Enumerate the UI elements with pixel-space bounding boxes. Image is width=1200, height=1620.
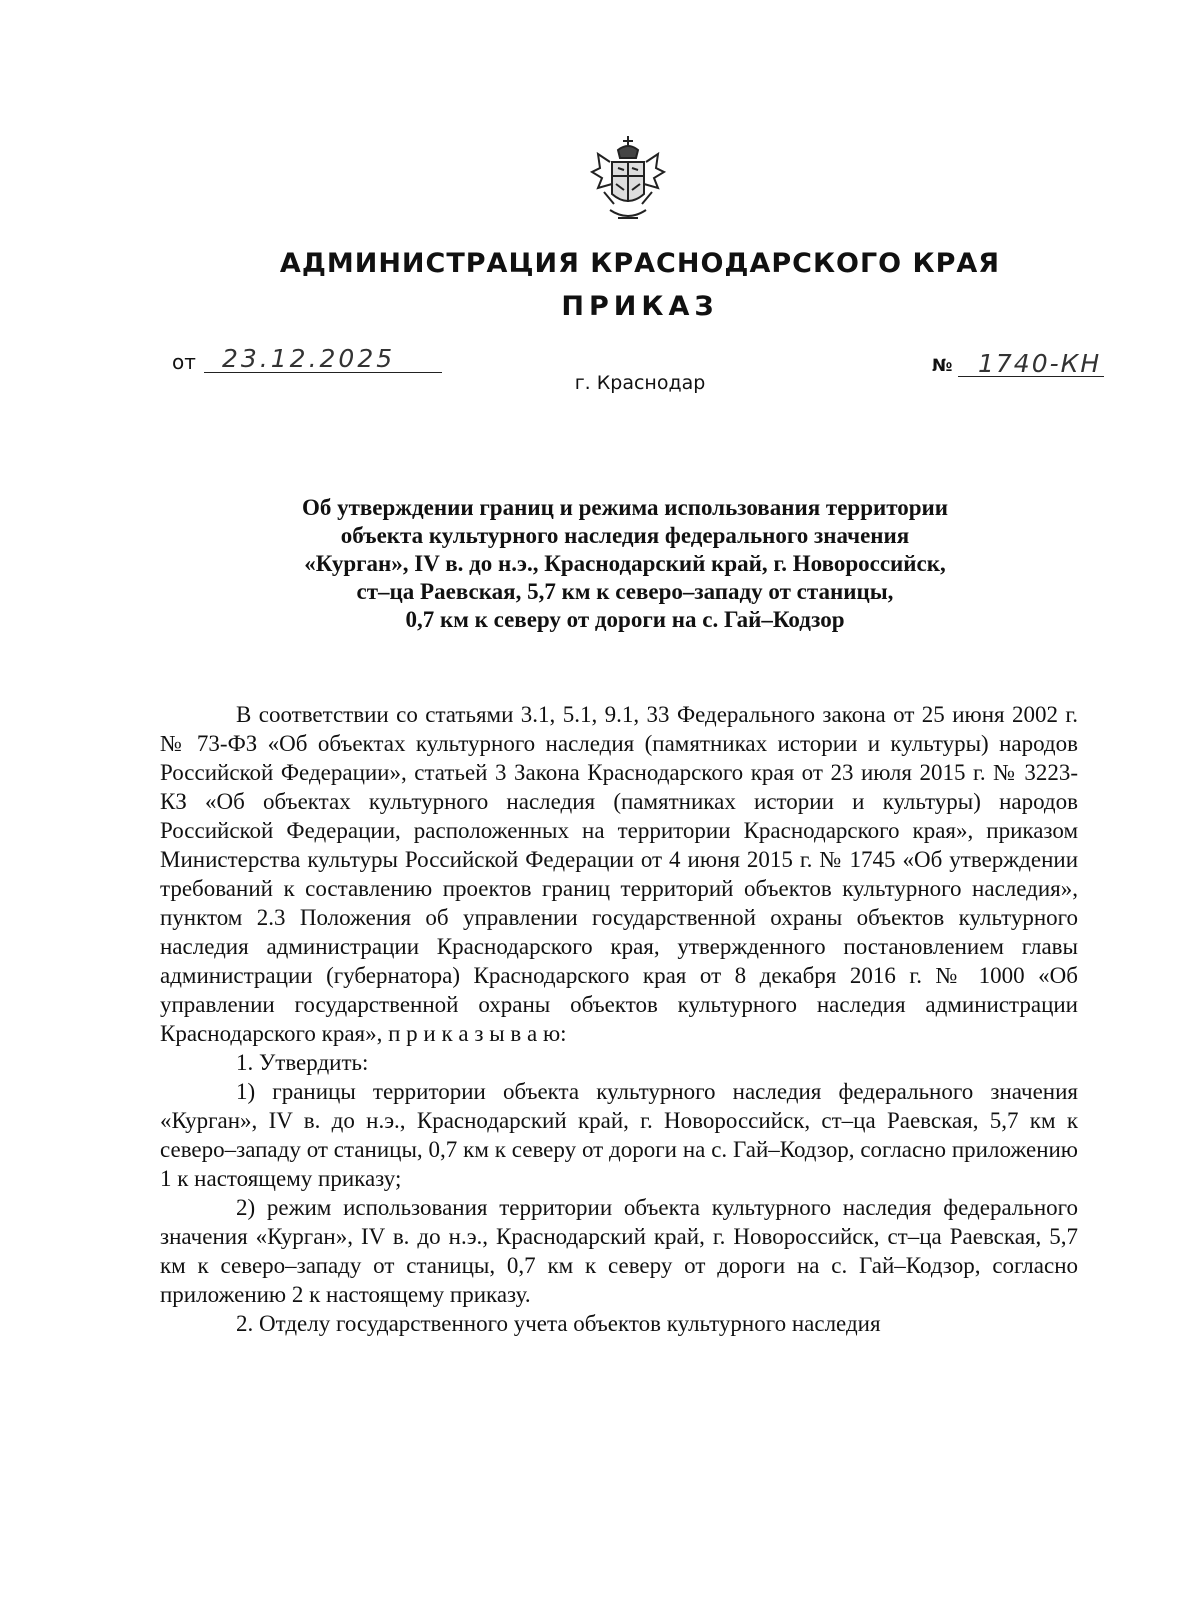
document-type: ПРИКАЗ (561, 291, 719, 322)
number-prefix: № (932, 356, 953, 376)
handwritten-date: 23.12.2025 (222, 344, 396, 373)
title-line: ст–ца Раевская, 5,7 км к северо–западу от станицы, (356, 579, 894, 604)
item-1: 1. Утвердить: (236, 1050, 369, 1075)
document-body (160, 700, 1078, 1338)
title-line: объекта культурного наследия федерального значения (340, 523, 910, 548)
title-line: Об утверждении границ и режима использования территории (301, 495, 949, 520)
item-1-1: 1) границы территории объекта культурного наследия федерального значения «Курган», IV в. до н.э., Краснодарский край, г. Новороссийск, ст–ца Раевская, 5,7 км к северо–западу от станицы, 0,7 км к северу от дороги на с. Гай–Кодзор, согласно приложению 1 к настоящему приказу; (160, 1079, 1078, 1191)
title-line: «Курган», IV в. до н.э., Краснодарский край, г. Новороссийск, (304, 551, 946, 576)
handwritten-number: 1740-КН (978, 349, 1102, 378)
document-title (160, 494, 1090, 634)
preamble-paragraph: В соответствии со статьями 3.1, 5.1, 9.1, 33 Федерального закона от 25 июня 2002 г. № 73-ФЗ «Об объектах культурного наследия (памятниках истории и культуры) народов Российской Федерации», статьей 3 Закона Краснодарского края от 23 июля 2015 г. № 3223-КЗ «Об объектах культурного наследия (памятниках истории и культуры) народов Российской Федерации, расположенных на территории Краснодарского края», приказом Министерства культуры Российской Федерации от 4 июня 2015 г. № 1745 «Об утверждении требований к составлению проектов границ территорий объектов культурного наследия», пунктом 2.3 Положения об управлении государственной охраны объектов культурного наследия администрации Краснодарского края, утвержденного постановлением главы администрации (губернатора) Краснодарского края от 8 декабря 2016 г. № 1000 «Об управлении государственной охраны объектов культурного наследия администрации Краснодарского края», п р и к а з ы в а ю: (160, 702, 1078, 1046)
item-1-2: 2) режим использования территории объекта культурного наследия федерального значения «Курган», IV в. до н.э., Краснодарский край, г. Новороссийск, ст–ца Раевская, 5,7 км к северо–западу от станицы, 0,7 км к северу от дороги на с. Гай–Кодзор, согласно приложению 2 к настоящему приказу. (160, 1195, 1078, 1307)
item-2: 2. Отделу государственного учета объектов культурного наследия (236, 1311, 881, 1336)
title-line: 0,7 км к северу от дороги на с. Гай–Кодзор (405, 607, 845, 632)
date-prefix: от (172, 350, 196, 374)
organization-name: АДМИНИСТРАЦИЯ КРАСНОДАРСКОГО КРАЯ (279, 248, 1001, 279)
city-name: г. Краснодар (574, 372, 706, 394)
coat-of-arms-icon (588, 132, 668, 228)
